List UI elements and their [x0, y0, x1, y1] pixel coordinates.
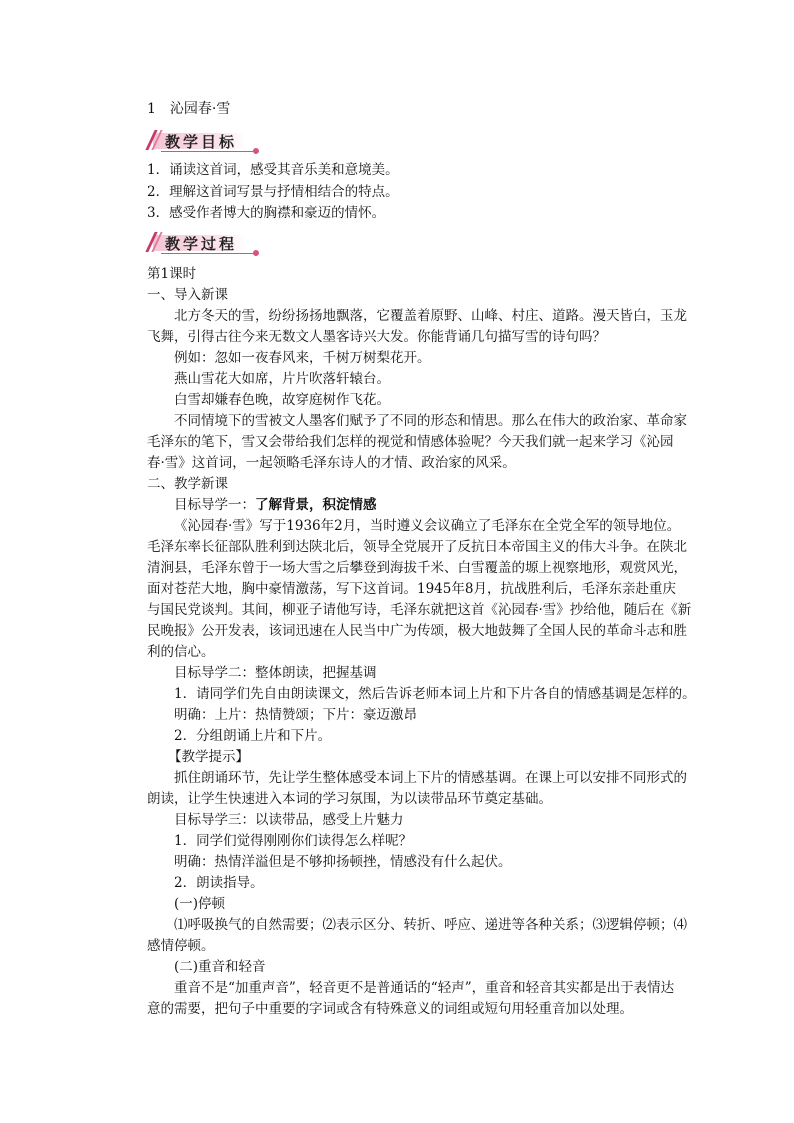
paragraph-line: 毛泽东率长征部队胜利到达陕北后，领导全党展开了反抗日本帝国主义的伟大斗争。在陕北	[147, 539, 687, 555]
paragraph-line: 民晚报》公开发表，该词迅速在人民当中广为传颂，极大地鼓舞了全国人民的革命斗志和胜	[147, 623, 687, 639]
paragraph-line: 例如：忽如一夜春风来，千树万树梨花开。	[174, 350, 431, 366]
paragraph-line: 明确：上片：热情赞颂；下片：豪迈激昂	[174, 707, 417, 723]
paragraph-line: 燕山雪花大如席，片片吹落轩辕台。	[174, 371, 390, 387]
paragraph-line: 与国民党谈判。其间，柳亚子请他写诗，毛泽东就把这首《沁园春·雪》抄给他，随后在《新	[147, 602, 692, 618]
goal-guide-heading	[174, 495, 377, 515]
paragraph-line: 感情停顿。	[147, 938, 215, 954]
paragraph-line: 1．请同学们先自由朗读课文，然后告诉老师本词上片和下片各自的情感基调是怎样的。	[174, 686, 696, 702]
goal-guide-heading: 目标导学二：整体朗读，把握基调	[174, 665, 377, 681]
goal-guide-heading: 目标导学三：以读带品，感受上片魅力	[174, 812, 404, 828]
paragraph-line: 春·雪》这首词，一起领略毛泽东诗人的才情、政治家的风采。	[147, 455, 516, 471]
paragraph-line: 利的信心。	[147, 644, 215, 660]
paragraph-line: ⑴呼吸换气的自然需要；⑵表示区分、转折、呼应、递进等各种关系；⑶逻辑停顿；⑷	[174, 917, 687, 933]
section-heading: 二、教学新课	[147, 476, 228, 492]
lesson-title: 1 沁园春·雪	[147, 101, 231, 117]
paragraph-line: 意的需要，把句子中重要的字词或含有特殊意义的词组或短句用轻重音加以处理。	[147, 1001, 633, 1017]
banner-label: 教学过程	[165, 235, 238, 253]
paragraph-line: 面对苍茫大地，胸中豪情激荡，写下这首词。1945年8月，抗战胜利后，毛泽东亲赴重庆	[147, 581, 676, 597]
paragraph-line: 白雪却嫌春色晚，故穿庭树作飞花。	[174, 392, 390, 408]
goal-guide-topic: 了解背景，积淀情感	[255, 497, 377, 513]
subsection-heading: (一)停顿	[174, 896, 226, 912]
dot-icon	[253, 148, 259, 154]
goal-item: 2．理解这首词写景与抒情相结合的特点。	[147, 184, 399, 200]
paragraph-line: 明确：热情洋溢但是不够抑扬顿挫，情感没有什么起伏。	[174, 854, 512, 870]
paragraph-line: 北方冬天的雪，纷纷扬扬地飘落，它覆盖着原野、山峰、村庄、道路。漫天皆白，玉龙	[174, 308, 687, 324]
paragraph-line: 《沁园春·雪》写于1936年2月，当时遵义会议确立了毛泽东在全党全军的领导地位。	[174, 518, 681, 534]
paragraph-line: 2．分组朗诵上片和下片。	[174, 728, 332, 744]
goal-guide-label: 目标导学一：	[174, 497, 255, 513]
subsection-heading: (二)重音和轻音	[174, 959, 266, 975]
banner-label: 教学目标	[165, 133, 238, 151]
paragraph-line: 1．同学们觉得刚刚你们读得怎么样呢？	[174, 833, 413, 849]
goal-item: 3．感受作者博大的胸襟和豪迈的情怀。	[147, 205, 386, 221]
paragraph-line: 重音不是“加重声音”，轻音更不是普通话的“轻声”，重音和轻音其实都是出于表情达	[174, 980, 675, 996]
teaching-tip-heading: 【教学提示】	[168, 749, 249, 765]
paragraph-line: 2．朗读指导。	[174, 875, 264, 891]
teaching-process-banner	[145, 229, 261, 257]
lesson-period: 第1课时	[147, 266, 197, 282]
paragraph-line: 抓住朗诵环节，先让学生整体感受本词上下片的情感基调。在课上可以安排不同形式的	[174, 770, 687, 786]
paragraph-line: 飞舞，引得古往今来无数文人墨客诗兴大发。你能背诵几句描写雪的诗句吗？	[147, 329, 606, 345]
section-heading: 一、导入新课	[147, 287, 228, 303]
paragraph-line: 不同情境下的雪被文人墨客们赋予了不同的形态和情思。那么在伟大的政治家、革命家	[174, 413, 687, 429]
teaching-goals-banner	[145, 127, 261, 155]
paragraph-line: 清涧县，毛泽东曾于一场大雪之后攀登到海拔千米、白雪覆盖的塬上视察地形，观赏风光，	[147, 560, 687, 576]
dot-icon	[253, 250, 259, 256]
goal-item: 1．诵读这首词，感受其音乐美和意境美。	[147, 162, 399, 178]
paragraph-line: 朗读，让学生快速进入本词的学习氛围，为以读带品环节奠定基础。	[147, 791, 552, 807]
paragraph-line: 毛泽东的笔下，雪又会带给我们怎样的视觉和情感体验呢？今天我们就一起来学习《沁园	[147, 434, 674, 450]
